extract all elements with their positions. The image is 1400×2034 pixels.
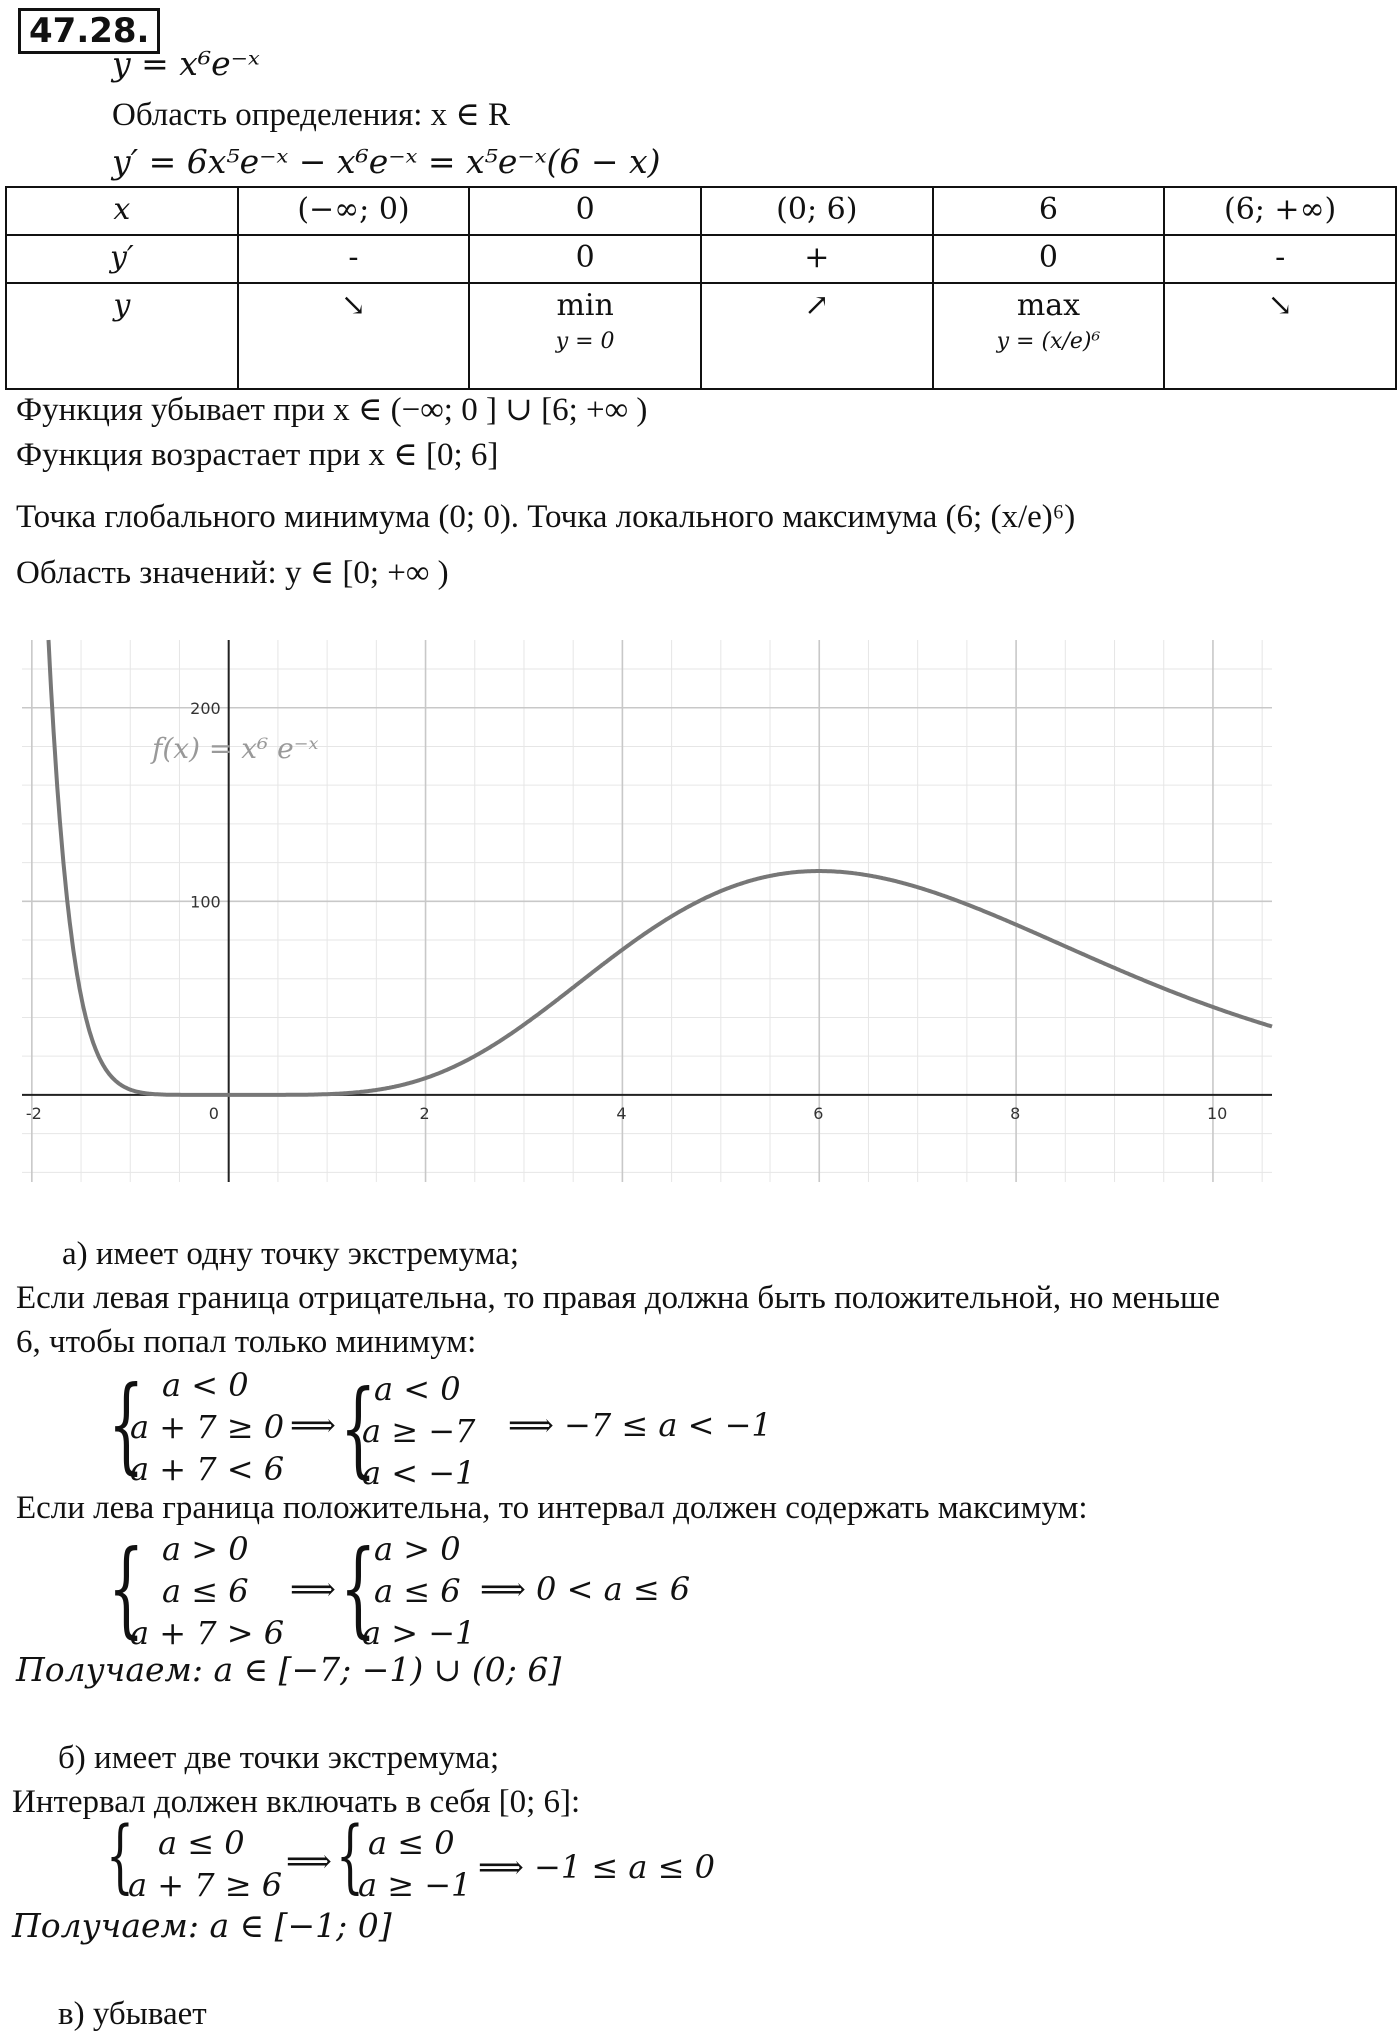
system-b-result: ⟹ −1 ≤ a ≤ 0 xyxy=(478,1848,715,1886)
system-row: a + 7 > 6 xyxy=(130,1614,285,1652)
min-value: y = 0 xyxy=(555,329,615,354)
y-tick-label: 200 xyxy=(190,698,221,718)
problem-number: 47.28. xyxy=(18,8,160,54)
x-tick-label: 8 xyxy=(1010,1103,1021,1123)
part-a-text1: Если левая граница отрицательна, то правая должна быть положительной, но меньше xyxy=(16,1280,1221,1316)
table-cell xyxy=(1164,283,1396,389)
table-cell: - xyxy=(238,235,470,283)
brace-icon: { xyxy=(340,1367,377,1489)
brace-icon: { xyxy=(340,1527,377,1649)
table-row-x xyxy=(6,187,1396,235)
function-label: f(x) = x⁶ e⁻ˣ xyxy=(152,732,319,765)
sign-table xyxy=(5,186,1397,390)
system-row: a ≤ 6 xyxy=(374,1572,461,1610)
x-tick-label: 6 xyxy=(813,1103,824,1123)
system-row: a ≤ 0 xyxy=(158,1824,245,1862)
system-row: a < 0 xyxy=(162,1366,249,1404)
system-row: a ≤ 6 xyxy=(162,1572,249,1610)
system-row: a + 7 < 6 xyxy=(130,1450,285,1488)
part-b-text1: Интервал должен включать в себя [0; 6]: xyxy=(12,1784,581,1820)
implies-arrow: ⟹ xyxy=(286,1842,332,1880)
system-row: a + 7 ≥ 0 xyxy=(130,1408,285,1446)
min-label: min xyxy=(556,288,614,323)
table-cell xyxy=(238,283,470,389)
decreasing-line: Функция убывает при x ∈ (−∞; 0 ] ∪ [6; +∞ ) xyxy=(16,392,648,428)
table-cell: 0 xyxy=(933,235,1165,283)
range-line: Область значений: y ∈ [0; +∞ ) xyxy=(16,555,449,591)
table-cell xyxy=(469,283,701,389)
part-a-title: а) имеет одну точку экстремума; xyxy=(62,1236,520,1272)
x-tick-label: -2 xyxy=(25,1103,42,1123)
table-cell: (6; +∞) xyxy=(1164,187,1396,235)
system-row: a + 7 ≥ 6 xyxy=(128,1866,283,1904)
table-cell: (0; 6) xyxy=(701,187,933,235)
function-formula: y = x⁶e⁻ˣ xyxy=(112,44,260,83)
x-tick-label: 2 xyxy=(419,1103,430,1123)
x-tick-label: 4 xyxy=(616,1103,627,1123)
table-cell: (−∞; 0) xyxy=(238,187,470,235)
table-cell: 0 xyxy=(469,187,701,235)
table-row-function xyxy=(6,283,1396,389)
part-a-text2: 6, чтобы попал только минимум: xyxy=(16,1324,477,1360)
part-a-result: Получаем: a ∈ [−7; −1) ∪ (0; 6] xyxy=(16,1650,562,1689)
part-b-result: Получаем: a ∈ [−1; 0] xyxy=(12,1906,392,1945)
table-cell: x xyxy=(6,187,238,235)
table-cell: y xyxy=(6,283,238,389)
implies-arrow: ⟹ xyxy=(290,1406,336,1444)
part-a-text3: Если лева граница положительна, то интервал должен содержать максимум: xyxy=(16,1490,1088,1526)
brace-icon: { xyxy=(336,1809,364,1902)
brace-icon: { xyxy=(108,1527,145,1649)
implies-arrow: ⟹ xyxy=(290,1570,336,1608)
table-cell: - xyxy=(1164,235,1396,283)
trend-increasing-arrow: ↗ xyxy=(804,288,830,323)
table-row-derivative xyxy=(6,235,1396,283)
max-label: max xyxy=(1016,288,1081,323)
max-value: y = (x/e)⁶ xyxy=(996,329,1101,354)
system-row: a > 0 xyxy=(162,1530,249,1568)
system-row: a < −1 xyxy=(362,1454,476,1492)
part-c-title: в) убывает xyxy=(58,1996,207,2032)
table-cell: y′ xyxy=(6,235,238,283)
trend-decreasing-arrow: ↘ xyxy=(1267,288,1293,323)
system-row: a < 0 xyxy=(374,1370,461,1408)
table-cell: 0 xyxy=(469,235,701,283)
y-tick-label: 100 xyxy=(190,892,221,912)
trend-decreasing-arrow: ↘ xyxy=(340,288,367,323)
system-a1-result: ⟹ −7 ≤ a < −1 xyxy=(508,1406,772,1444)
table-cell: + xyxy=(701,235,933,283)
system-row: a > 0 xyxy=(374,1530,461,1568)
table-cell xyxy=(701,283,933,389)
system-row: a ≤ 0 xyxy=(368,1824,455,1862)
table-cell xyxy=(933,283,1165,389)
system-row: a ≥ −7 xyxy=(362,1412,476,1450)
system-row: a ≥ −1 xyxy=(358,1866,472,1904)
derivative-formula: y′ = 6x⁵e⁻ˣ − x⁶e⁻ˣ = x⁵e⁻ˣ(6 − x) xyxy=(112,142,661,181)
table-cell: 6 xyxy=(933,187,1165,235)
domain-line: Область определения: x ∈ R xyxy=(112,97,511,133)
function-graph xyxy=(0,620,1400,1190)
extrema-line: Точка глобального минимума (0; 0). Точка локального максимума (6; (x/e)⁶) xyxy=(16,499,1076,535)
x-tick-label: 0 xyxy=(208,1103,219,1123)
x-tick-label: 10 xyxy=(1206,1103,1228,1123)
system-row: a > −1 xyxy=(362,1614,476,1652)
brace-icon: { xyxy=(108,1363,145,1485)
increasing-line: Функция возрастает при x ∈ [0; 6] xyxy=(16,437,499,473)
system-a2-result: ⟹ 0 < a ≤ 6 xyxy=(480,1570,691,1608)
brace-icon: { xyxy=(106,1809,134,1902)
part-b-title: б) имеет две точки экстремума; xyxy=(58,1740,500,1776)
